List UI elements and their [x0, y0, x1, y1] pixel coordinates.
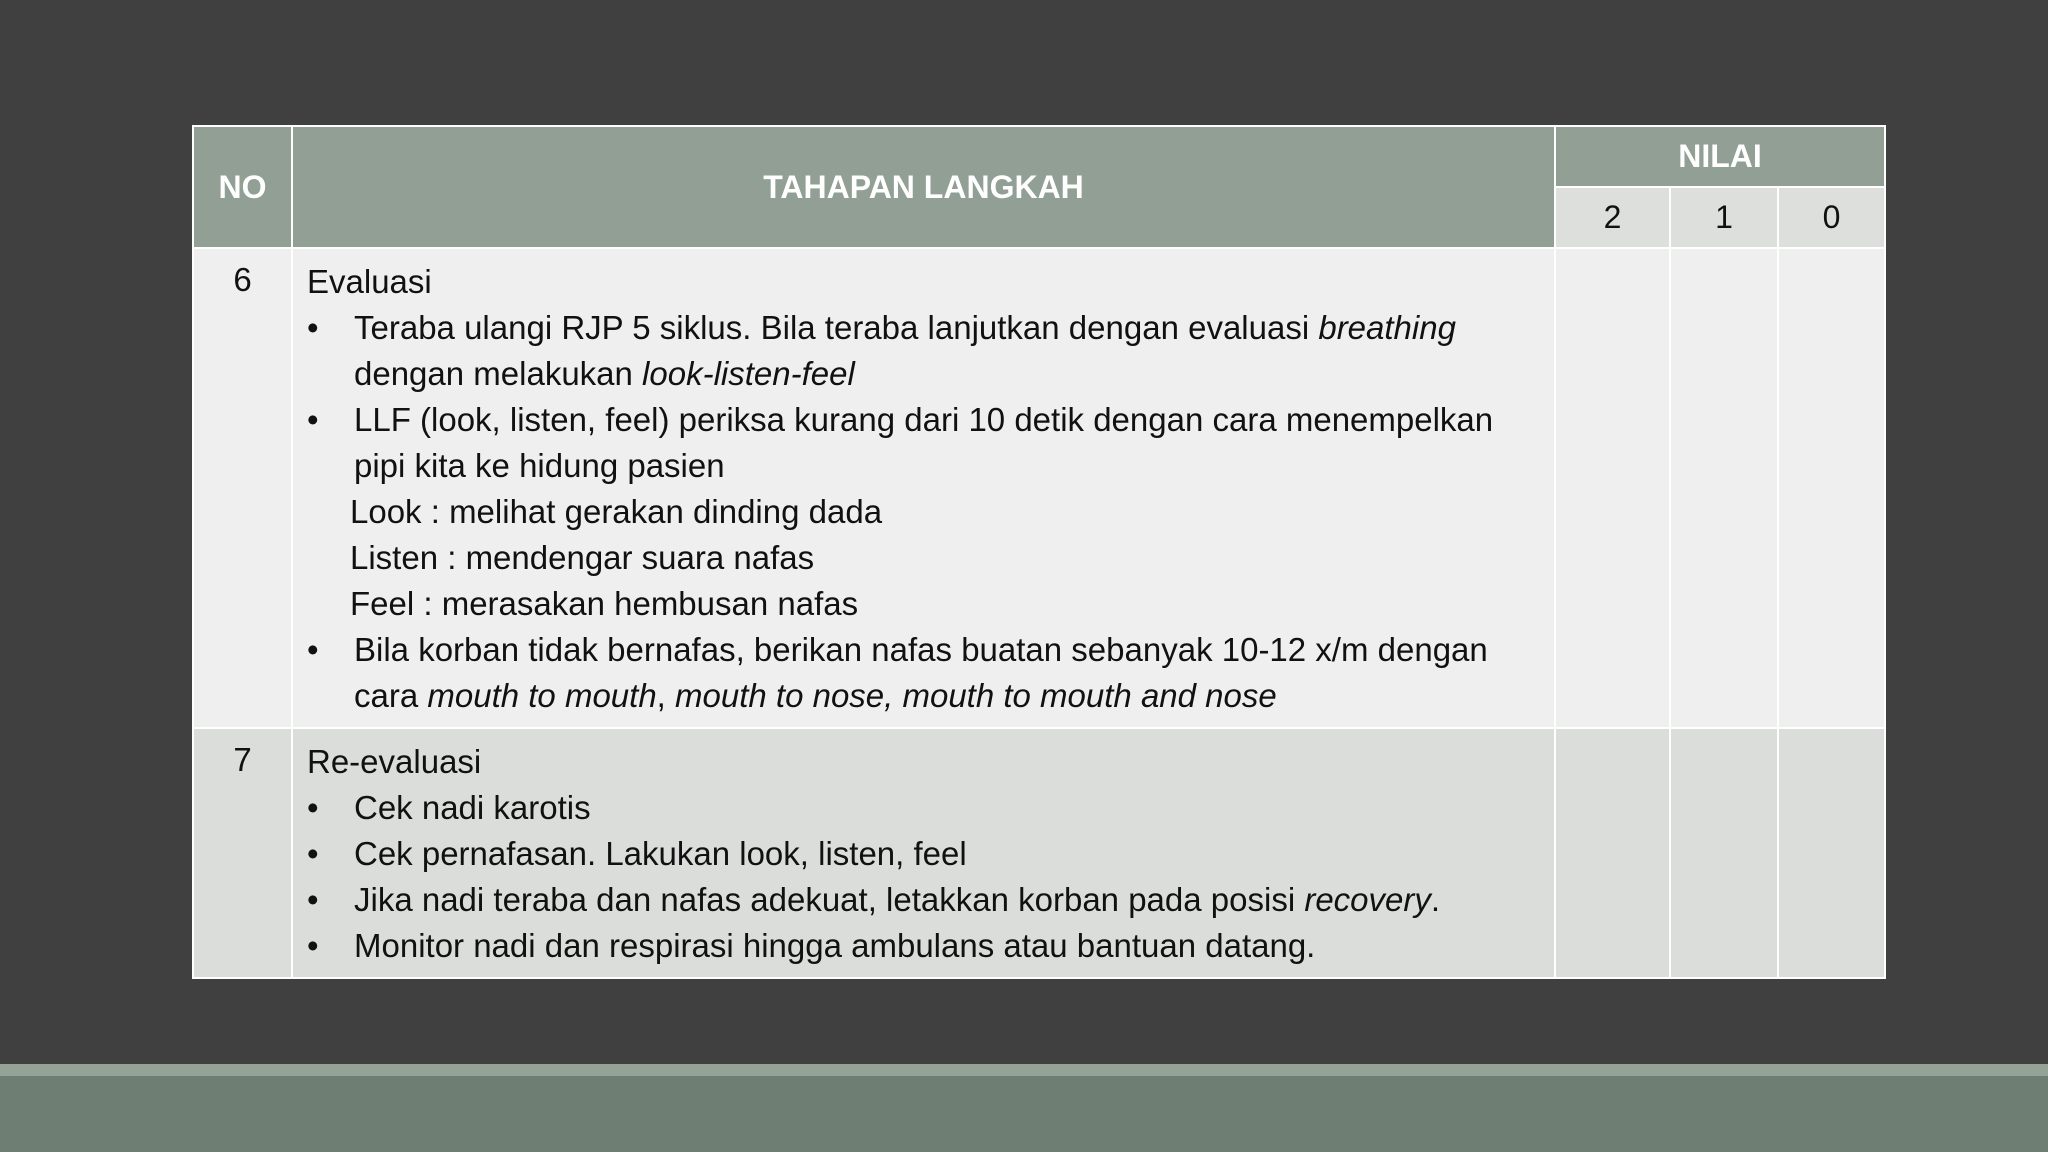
- list-item: • Jika nadi teraba dan nafas adekuat, letakkan korban pada posisi recovery.: [307, 877, 1540, 923]
- header-score: NILAI: [1555, 126, 1885, 187]
- list-item: • Bila korban tidak bernafas, berikan nafas buatan sebanyak 10-12 x/m dengan cara mouth to mouth, mouth to nose, mouth to mouth and nose: [307, 627, 1540, 719]
- step-bullets: [307, 785, 1540, 969]
- header-score-1: 1: [1670, 187, 1778, 248]
- header-score-0: 0: [1778, 187, 1885, 248]
- header-score-2: 2: [1555, 187, 1670, 248]
- step-title: Evaluasi: [307, 263, 432, 300]
- step-content: [292, 248, 1555, 728]
- list-item: • Monitor nadi dan respirasi hingga ambulans atau bantuan datang.: [307, 923, 1540, 969]
- list-item: • LLF (look, listen, feel) periksa kurang dari 10 detik dengan cara menempelkan pipi kita ke hidung pasien: [307, 397, 1540, 489]
- checklist-table: [192, 125, 1886, 979]
- footer-band: [0, 1076, 2048, 1152]
- score-cell-0[interactable]: [1778, 248, 1885, 728]
- footer-stripe: [0, 1064, 2048, 1076]
- row-number: 7: [193, 728, 292, 978]
- sub-line: Listen : mendengar suara nafas: [350, 539, 815, 576]
- score-cell-1[interactable]: [1670, 248, 1778, 728]
- table-row: [193, 728, 1885, 978]
- sub-line: Look : melihat gerakan dinding dada: [350, 493, 883, 530]
- table-row: [193, 248, 1885, 728]
- list-item: • Cek pernafasan. Lakukan look, listen, feel: [307, 831, 1540, 877]
- step-content: [292, 728, 1555, 978]
- step-title: Re-evaluasi: [307, 743, 482, 780]
- step-bullets: [307, 627, 1540, 719]
- score-cell-2[interactable]: [1555, 728, 1670, 978]
- header-no: NO: [193, 126, 292, 248]
- score-cell-2[interactable]: [1555, 248, 1670, 728]
- score-cell-0[interactable]: [1778, 728, 1885, 978]
- list-item: • Cek nadi karotis: [307, 785, 1540, 831]
- step-bullets: [307, 305, 1540, 489]
- header-steps: TAHAPAN LANGKAH: [292, 126, 1555, 248]
- row-number: 6: [193, 248, 292, 728]
- score-cell-1[interactable]: [1670, 728, 1778, 978]
- sub-line: Feel : merasakan hembusan nafas: [350, 585, 859, 622]
- list-item: • Teraba ulangi RJP 5 siklus. Bila teraba lanjutkan dengan evaluasi breathing dengan melakukan look-listen-feel: [307, 305, 1540, 397]
